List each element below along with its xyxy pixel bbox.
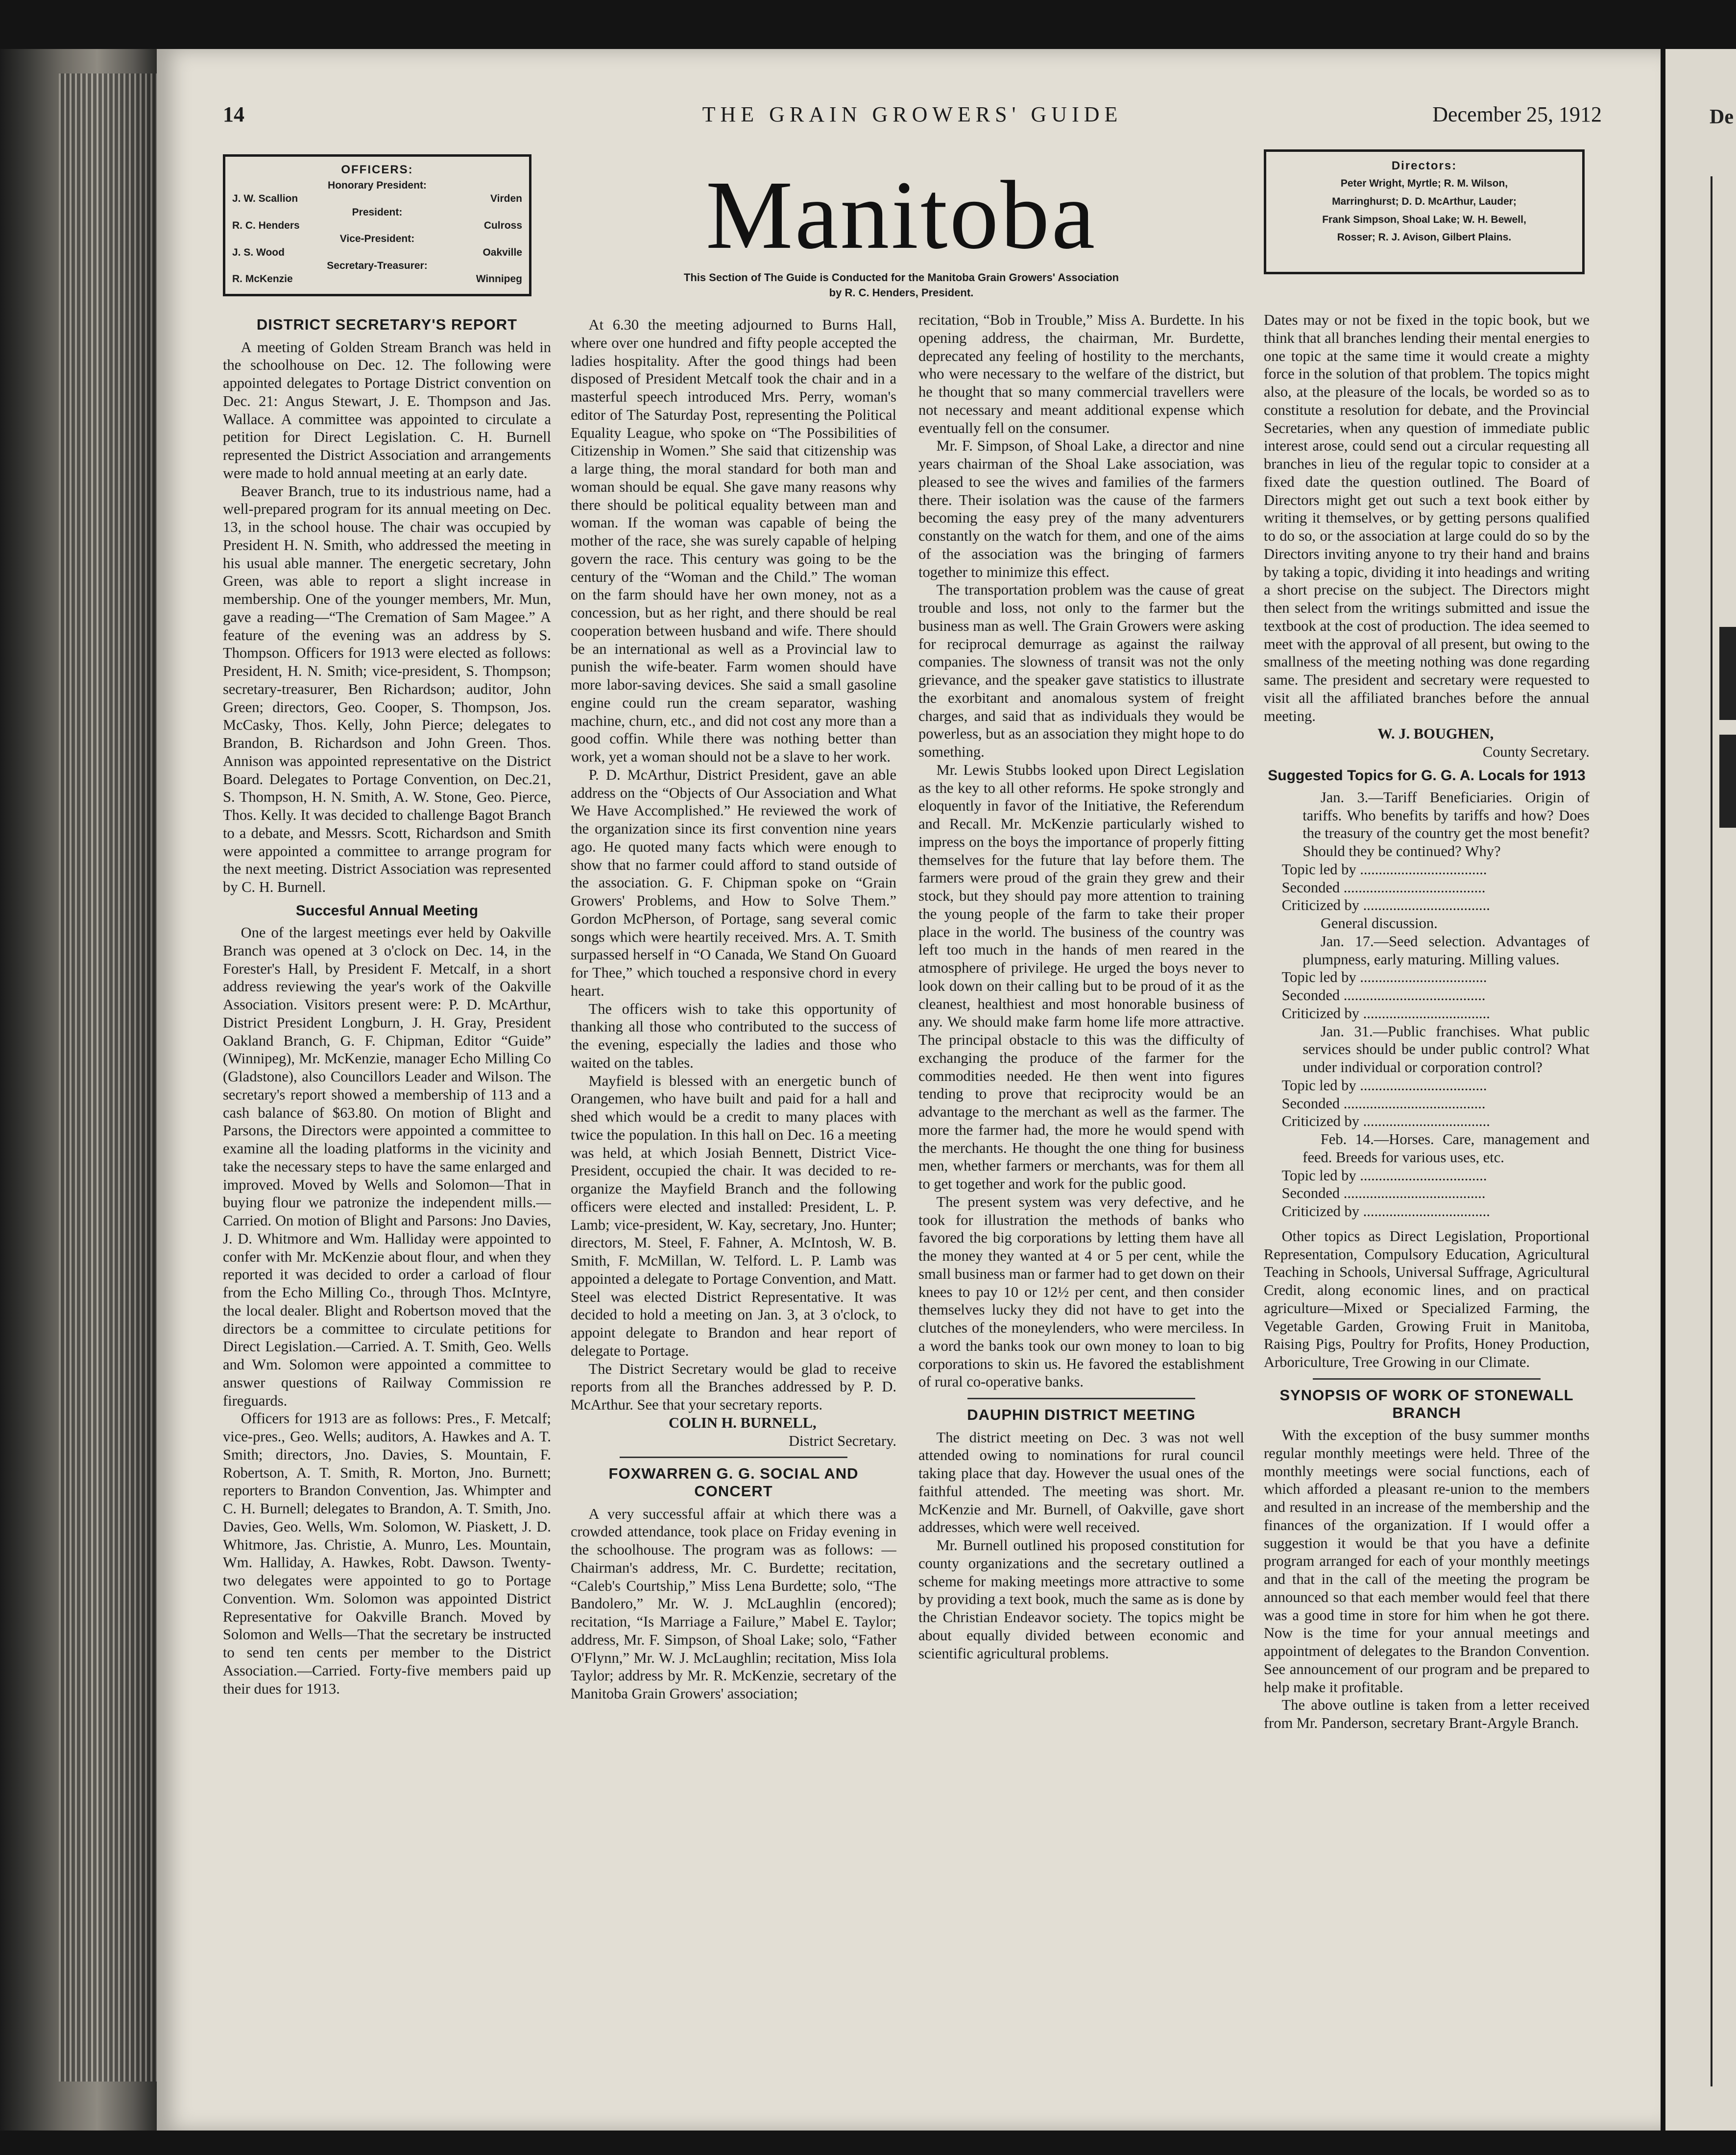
subheading-successful-meeting: Succesful Annual Meeting	[295, 902, 479, 919]
journal-title: THE GRAIN GROWERS' GUIDE	[702, 102, 1123, 126]
officer-name: R. C. Henders	[232, 220, 300, 232]
adjacent-page-block	[1719, 735, 1736, 828]
seconded-line: Seconded ......................................	[1281, 879, 1486, 896]
directors-line: Frank Simpson, Shoal Lake; W. H. Bewell,	[1322, 214, 1526, 225]
directors-line: Marringhurst; D. D. McArthur, Lauder;	[1332, 195, 1517, 207]
paragraph: Mr. Burnell outlined his proposed constitution for county organizations and the secretary outlined a scheme for making meetings more attractive to some by providing a text book, much the same as is done by the Christian Endeavor society. The topics might be about equally divided between economic and scientific agricultural problems.	[918, 1537, 1244, 1662]
column-3	[918, 311, 1244, 2104]
paragraph: The transportation problem was the cause of great trouble and loss, not only to the farmer but the business man as well. The Grain Growers were asking for reciprocal demurrage as against the railway companies. The slowness of transit was not the only grievance, and the speaker gave statistics to illustrate the exorbitant and anomalous system of freight charges, and said that as individuals they would be powerless, but as an association they might hope to do something.	[918, 581, 1244, 760]
divider	[967, 1398, 1196, 1399]
topic-led-line: Topic led by ..................................	[1281, 1077, 1487, 1094]
paragraph: At 6.30 the meeting adjourned to Burns Hall, where over one hundred and fifty people accepted the ladies hospitality. After the good things had been disposed of President Metcalf took the chair and in a masterful speech introduced Mrs. Perry, woman's editor of The Saturday Post, representing the Political Equality League, who spoke on “The Possibilities of Citizenship in Women.” She said that citizenship was a large thing, the moral standard for both man and woman should be equal. She gave many reasons why there should be political equality between man and woman. If the woman was capable of being the mother of the race, she was surely capable of helping govern the race. This century was going to be the century of the “Woman and the Child.” The woman on the farm should have her own money, not as a concession, but as her right, and there should be real cooperation between husband and wife. There should be an international as well as a Provincial law to punish the wife-beater. Farm women should have more labor-saving devices. She said a small gasoline engine could run the cream separator, washing machine, churn, etc., and did not cost any more than a good coffin. While there was nothing better than work, yet a woman should not be a slave to her work.	[571, 316, 896, 765]
officer-row	[232, 272, 522, 286]
page-number: 14	[223, 102, 244, 126]
paragraph: recitation, “Bob in Trouble,” Miss A. Burdette. In his opening address, the chairman, Mr. Burdette, deprecated any feeling of hostility to the merchants, who were necessary to the welfare of the district, but he thought that so many commercial travellers were not necessary and meant additional expense which eventually fell on the consumer.	[918, 311, 1244, 436]
divider	[620, 1457, 848, 1458]
officer-row	[232, 246, 522, 259]
topic-entry: Feb. 14.—Horses. Care, management and feed. Breeds for various uses, etc.	[1302, 1131, 1590, 1166]
headline-stonewall: SYNOPSIS OF WORK OF STONEWALL BRANCH	[1279, 1386, 1574, 1421]
topic-entry: Jan. 3.—Tariff Beneficiaries. Origin of tariffs. Who benefits by tariffs and how? Does the treasury of the country get the most benefit? Should they be continued? Why?	[1302, 789, 1590, 860]
paragraph: Officers for 1913 are as follows: Pres., F. Metcalf; vice-pres., Geo. Wells; auditors, A. Hawkes and A. T. Smith; directors, Jno. Davies, S. Mountain, F. Robertson, A. T. Smith, R. Morton, Jno. Burnett; reporters to Brandon Convention, Jas. Whimpter and C. H. Burnell; delegates to Brandon, A. T. Smith, Jno. Davies, Geo. Wells, Wm. Solomon, W. Piaskett, J. D. Whitmore, Jas. Christie, A. Munro, Les. Mountain, Wm. Halliday, A. Hawkes, Robt. Dawson. Twenty-two delegates were appointed to go to Portage Convention. Wm. Solomon was appointed District Representative for Oakville Branch. Moved by Solomon and Wells—That the secretary be instructed to send ten cents per member to the District Association.—Carried. Forty-five members paid up their dues for 1913.	[223, 1410, 551, 1697]
paragraph: With the exception of the busy summer months regular monthly meetings were held. Three of the monthly meetings were social functions, each of which afforded a pleasant re-union to the members and resulted in an increase of the membership and the finances of the organization. If I would offer a suggestion it would be that you have a definite program arranged for each of your monthly meetings and that in the call of the meeting the program be announced so that each member would feel that there was a good time in store for him when he got there. Now is the time for your annual meetings and appointment of delegates to the Brandon Convention. See announcement of our program and be prepared to help make it profitable.	[1264, 1427, 1590, 1696]
seconded-line: Seconded ......................................	[1281, 1185, 1486, 1202]
paragraph: A very successful affair at which there was a crowded attendance, took place on Friday evening in the schoolhouse. The program was as follows: —Chairman's address, Mr. C. Burdette; recitation, “Caleb's Courtship,” Miss Lena Burdette; solo, “The Bandolero,” Mr. W. J. McLaughlin (encored); recitation, “Is Marriage a Failure,” Mabel E. Taylor; address, Mr. F. Simpson, of Shoal Lake; solo, “Father O'Flynn,” Mr. W. J. McLaughlin; recitation, Miss Iola Taylor; address by Mr. R. McKenzie, secretary of the Manitoba Grain Growers' association;	[571, 1505, 896, 1702]
paragraph: Dates may or not be fixed in the topic book, but we think that all branches lending their mental energies to one topic at the same time it would create a mighty force in the solution of that problem. The topics might also, at the pleasure of the locals, be worded so as to constitute a resolution for debate, and the Provincial Secretaries, when any question of immediate public interest arose, could send out a circular requesting all branches in lieu of the regular topic to consider at a fixed date the question outlined. The Board of Directors might get out such a text book either by writing it themselves, or by getting persons qualified to do so, or the association at large could do so by the Directors inviting anyone to try their hand and brains by taking a topic, dividing it into headings and writing a short precise on the subject. The Directors might then select from the writings submitted and issue the textbook at the cost of production. The idea seemed to meet with the approval of all present, but owing to the smallness of the meeting nothing was done regarding same. The president and secretary were requested to visit all the affiliated branches before the annual meeting.	[1264, 311, 1590, 724]
directors-title: Directors:	[1391, 159, 1457, 172]
signature-title: District Secretary.	[789, 1432, 896, 1449]
adjacent-page	[1665, 49, 1736, 2131]
paragraph: Mayfield is blessed with an energetic bunch of Orangemen, who have built and paid for a hall and shed which would be a credit to many places with twice the population. In this hall on Dec. 16 a meeting was held, at which Josiah Bennett, District Vice-President, occupied the chair. It was decided to re-organize the Mayfield Branch and the following officers were elected and installed: President, L. P. Lamb; vice-president, W. Kay, secretary, Jno. Hunter; directors, M. Steel, F. Fahner, A. McIntosh, W. B. Smith, F. McMillan, W. Telford. L. P. Lamb was appointed a delegate to Portage Convention, and Matt. Steel was elected District Representative. It was decided to hold a meeting on Jan. 3, at 3 o'clock, to appoint delegate to Brandon and hear report of delegate to Portage.	[571, 1072, 896, 1359]
criticized-line: Criticized by ..................................	[1281, 1113, 1490, 1130]
subtitle-line: This Section of The Guide is Conducted for the Manitoba Grain Growers' Association	[683, 271, 1119, 284]
officer-row	[232, 219, 522, 232]
officer-place: Virden	[490, 193, 522, 205]
subtitle-line: by R. C. Henders, President.	[829, 286, 974, 299]
officer-place: Culross	[483, 220, 522, 232]
adjacent-page-block	[1719, 627, 1736, 720]
headline-dauphin: DAUPHIN DISTRICT MEETING	[967, 1406, 1196, 1423]
paragraph: Beaver Branch, true to its industrious name, had a well-prepared program for its annual meeting on Dec. 13, in the school house. The chair was occupied by President H. N. Smith, who addressed the meeting in his usual able manner. The energetic secretary, John Green, was able to report a slight increase in membership. One of the younger members, Mr. Mun, gave a reading—“The Cremation of Sam Magee.” A feature of the evening was an address by S. Thompson. Officers for 1913 were elected as follows: President, H. N. Smith; vice-president, S. Thompson; secretary-treasurer, Ben Richardson; auditor, John Green; directors, Geo. Cooper, S. Thompson, Jos. McCasky, Thos. Kelly, John Pierce; delegates to Brandon, B. Richardson and John Green. Thos. Annison was appointed representative on the District Board. Delegates to Portage Convention, on Dec.21, S. Thompson, H. N. Smith, A. W. Stone, Geo. Pierce, Thos. Kelly. It was decided to challenge Bagot Branch to a debate, and Messrs. Scott, Richardson and Smith were appointed a committee to arrange program for the next meeting. District Association was represented by C. H. Burnell.	[223, 482, 551, 896]
signature-title: County Secretary.	[1482, 743, 1590, 760]
column-4	[1264, 311, 1590, 2104]
adjacent-page-date: De	[1710, 106, 1734, 128]
honorary-president-label: Honorary President:	[328, 180, 427, 192]
headline-district-secretary-report: DISTRICT SECRETARY'S REPORT	[256, 316, 518, 333]
section-title: Manitoba	[705, 161, 1097, 269]
paragraph: One of the largest meetings ever held by Oakville Branch was opened at 3 o'clock on Dec. 14, in the Forester's Hall, by President F. Metcalf, in a short address reviewing the year's work of the Oakville Association. Visitors present were: P. D. McArthur, District President Longburn, J. H. Gray, President Oakland Branch, G. F. Chipman, Editor “Guide” (Winnipeg), Mr. McKenzie, manager Echo Milling Co (Gladstone), also Councillors Leader and Wilson. The secretary's report showed a membership of 113 and a cash balance of $63.80. On motion of Blight and Parsons, the Directors were appointed a committee to examine all the loading platforms in the vicinity and take the necessary steps to have the same enlarged and improved. Moved by Wells and Solomon—That in buying flour we patronize the independent mills.—Carried. On motion of Blight and Parsons: Jno Davies, J. D. Whitmore and Wm. Halliday were appointed to confer with Mr. McKenzie about flour, and when they reported it was decided to order a carload of flour from the Echo Milling Co., through Thos. McIntyre, the local dealer. Blight and Robertson moved that the directors be a committee to circulate petitions for Direct Legislation.—Carried. A. T. Smith, Geo. Wells and Wm. Solomon were appointed a committee to answer questions of Railway Commission re fireguards.	[223, 924, 551, 1409]
paragraph: The present system was very defective, and he took for illustration the methods of banks who favored the big corporations by letting them have all the money they wanted at 4 or 5 per cent, while the small business man or farmer had to get down on their knees to pay 10 or 12½ per cent, and then consider themselves lucky they did not have to get into the clutches of the moneylenders, who were merciless. In a word the banks took our own money to loan to big corporations to skin us. He favored the establishment of rural co-operative banks.	[918, 1193, 1244, 1390]
issue-date: December 25, 1912	[1432, 102, 1602, 126]
secretary-label: Secretary-Treasurer:	[327, 260, 428, 271]
adjacent-page-frame	[1711, 176, 1736, 2086]
paragraph: A meeting of Golden Stream Branch was held in the schoolhouse on Dec. 12. The following were appointed delegates to Portage District convention on Dec. 21: Angus Stewart, J. E. Thompson and Jas. Wallace. A committee was appointed to circulate a petition for Direct Legislation. C. H. Burnell represented the District Association and arrangements were made to hold annual meeting at an early date.	[223, 338, 551, 481]
paragraph: The officers wish to take this opportunity of thanking all those who contributed to the success of the evening, especially the ladies and those who waited on the tables.	[571, 1000, 896, 1071]
officer-row	[232, 192, 522, 205]
signature-name: COLIN H. BURNELL,	[668, 1414, 817, 1431]
seconded-line: Seconded ......................................	[1281, 1095, 1486, 1112]
section-subtitle	[539, 270, 1264, 301]
running-head	[223, 102, 1602, 131]
president-label: President:	[352, 206, 403, 218]
criticized-line: Criticized by ..................................	[1281, 1005, 1490, 1022]
paragraph: P. D. McArthur, District President, gave an able address on the “Objects of Our Association and What We Have Accomplished.” He reviewed the work of the organization since its first convention nine years ago. He quoted many facts which were enough to show that no farmer could afford to stand outside of the association. G. F. Chipman spoke on “Grain Growers' Problems, and How to Solve Them.” Gordon McPherson, of Portage, sang several comic songs which were heartily received. Mrs. A. T. Smith surpassed herself in “O Canada, We Stand On Guoard for Thee,” which touched a responsive chord in every heart.	[571, 766, 896, 999]
directors-line: Peter Wright, Myrtle; R. M. Wilson,	[1340, 178, 1508, 190]
officers-title: OFFICERS:	[341, 163, 413, 176]
topic-led-line: Topic led by ..................................	[1281, 1167, 1487, 1184]
topic-led-line: Topic led by ..................................	[1281, 969, 1487, 986]
paragraph: The above outline is taken from a letter received from Mr. Panderson, secretary Brant-Argyle Branch.	[1264, 1697, 1590, 1732]
headline-foxwarren: FOXWARREN G. G. SOCIAL AND CONCERT	[608, 1465, 859, 1500]
seconded-line: Seconded ......................................	[1281, 987, 1486, 1004]
topic-entry: Jan. 31.—Public franchises. What public services should be under public control? What under individual or corporation control?	[1302, 1023, 1590, 1076]
general-discussion: General discussion.	[1320, 915, 1438, 932]
paragraph: Mr. Lewis Stubbs looked upon Direct Legislation as the key to all other reforms. He spoke strongly and eloquently in favor of the Initiative, the Referendum and Recall. Mr. McKenzie particularly wished to impress on the boys the importance of properly fitting themselves for the future that lay before them. The farmers were proud of the grain they grew and their stock, but they should pay more attention to training the young people of the farm to take their proper place in the world. The business of the country was left too much in the hands of men reared in the atmosphere of privilege. He urged the boys never to look down on their calling but to be proud of it as the cleanest, healthiest and most honorable business of any. We should make farm home life more attractive. The principal obstacle to this was the difficulty of exchanging the produce of the farmer for the commodities needed. He then went into figures tending to prove that reciprocity would be an advantage to the merchant as well as the farmer. The more the farmer had, the more he would spend with the merchants. He thought the one thing for business men, whether farmers or merchants, was for them all to get together and work for the public good.	[918, 761, 1244, 1192]
paragraph: The district meeting on Dec. 3 was not well attended owing to nominations for rural council taking place that day. However the usual ones of the faithful attended. The meeting was short. Mr. McKenzie and Mr. Burnell, of Oakville, gave short addresses, which were well received.	[918, 1429, 1244, 1536]
officer-name: J. W. Scallion	[232, 193, 298, 205]
officers-box	[223, 154, 531, 296]
paragraph: Mr. F. Simpson, of Shoal Lake, a director and nine years chairman of the Shoal Lake association, was pleased to see the wives and families of the farmers there. Their isolation was the cause of the farmers becoming the easy prey of the many adventurers constantly on the watch for them, and one of the aims of the association was the bringing of farmers together to minimize this effect.	[918, 437, 1244, 580]
directors-box	[1264, 149, 1585, 274]
officer-place: Oakville	[482, 246, 522, 258]
paragraph: The District Secretary would be glad to receive reports from all the Branches addressed by P. D. McArthur. See that your secretary reports.	[571, 1360, 896, 1413]
divider	[1313, 1378, 1541, 1380]
page-edges	[59, 73, 157, 2082]
paragraph: Other topics as Direct Legislation, Proportional Representation, Compulsory Education, Agricultural Teaching in Schools, Universal Suffrage, Agricultural Credit, along economic lines, and on practical agriculture—Mixed or Specialized Farming, the Vegetable Garden, Growing Fruit in Manitoba, Raising Pigs, Poultry for Profits, Honey Production, Arboriculture, Tree Growing in our Climate.	[1264, 1227, 1590, 1371]
topic-led-line: Topic led by ..................................	[1281, 861, 1487, 878]
column-1	[223, 316, 551, 2108]
officer-name: R. McKenzie	[232, 273, 293, 285]
officer-name: J. S. Wood	[232, 246, 285, 258]
criticized-line: Criticized by ..................................	[1281, 897, 1490, 914]
newspaper-page	[157, 49, 1661, 2131]
officer-place: Winnipeg	[476, 273, 522, 285]
subheading-suggested-topics: Suggested Topics for G. G. A. Locals for 1913	[1268, 767, 1586, 784]
vice-president-label: Vice-President:	[339, 233, 415, 245]
signature-name: W. J. BOUGHEN,	[1377, 725, 1494, 742]
criticized-line: Criticized by ..................................	[1281, 1203, 1490, 1220]
directors-line: Rosser; R. J. Avison, Gilbert Plains.	[1337, 232, 1512, 243]
column-2	[571, 316, 896, 2108]
topic-entry: Jan. 17.—Seed selection. Advantages of plumpness, early maturing. Milling values.	[1302, 933, 1590, 968]
